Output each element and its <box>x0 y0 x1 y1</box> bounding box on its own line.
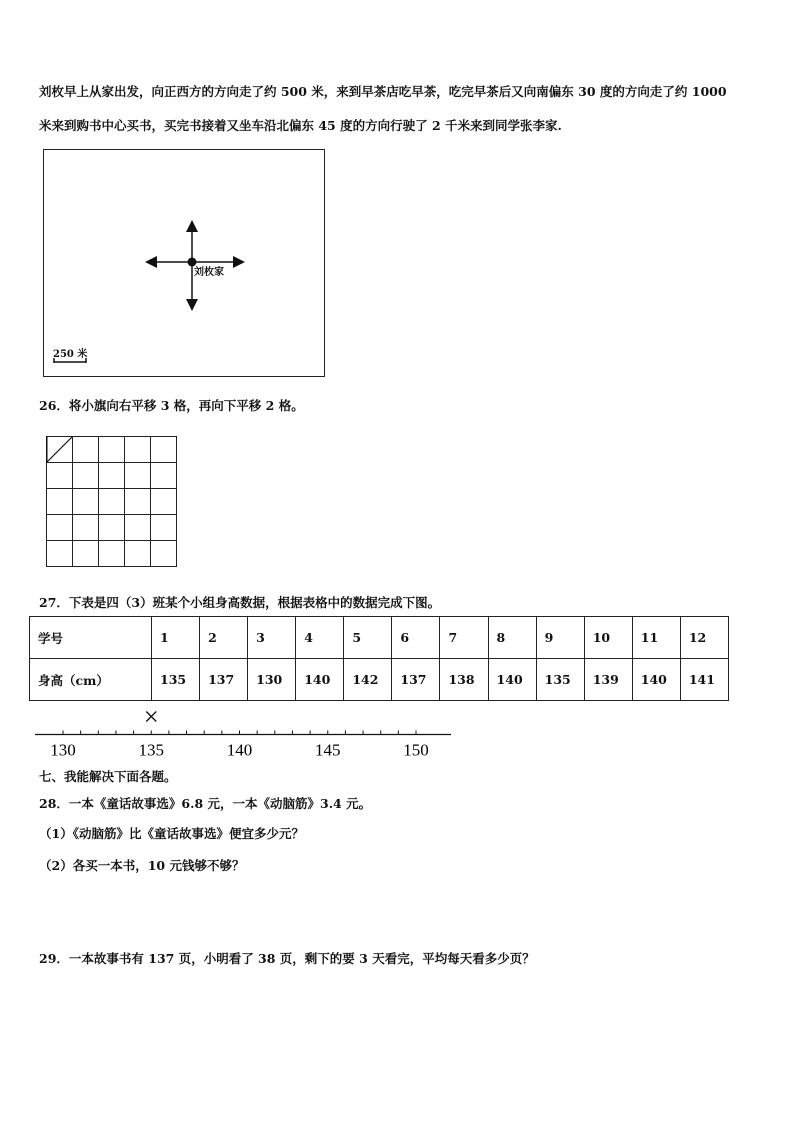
table-cell: 139 <box>584 659 632 701</box>
table-row-ids <box>30 617 729 659</box>
table-cell: 3 <box>248 617 296 659</box>
table-cell: 11 <box>632 617 680 659</box>
direction-map <box>43 149 325 377</box>
table-cell: 5 <box>344 617 392 659</box>
table-cell: 9 <box>536 617 584 659</box>
number-line-x-mark <box>146 712 156 722</box>
number-line <box>35 705 455 768</box>
table-cell: 140 <box>488 659 536 701</box>
table-cell: 137 <box>392 659 440 701</box>
number-line-label: 150 <box>403 740 429 760</box>
table-cell: 6 <box>392 617 440 659</box>
table-cell: 138 <box>440 659 488 701</box>
table-header-height: 身高（cm） <box>30 659 152 701</box>
scale-label: 250 米 <box>53 349 88 360</box>
table-cell: 10 <box>584 617 632 659</box>
table-cell: 8 <box>488 617 536 659</box>
table-cell: 137 <box>200 659 248 701</box>
number-line-label: 145 <box>315 740 341 760</box>
table-cell: 7 <box>440 617 488 659</box>
table-cell: 12 <box>680 617 728 659</box>
compass-diagram <box>44 150 324 376</box>
flag-grid <box>46 436 178 571</box>
table-cell: 140 <box>296 659 344 701</box>
table-cell: 142 <box>344 659 392 701</box>
problem-26-text: 26．将小旗向右平移 3 格，再向下平移 2 格。 <box>39 398 304 413</box>
table-row-heights <box>30 659 729 701</box>
problem-25-line-2: 米来到购书中心买书，买完书接着又坐车沿北偏东 45 度的方向行驶了 2 千米来到同学张李家. <box>39 118 562 133</box>
problem-28-q1: （1）《动脑筋》比《童话故事选》便宜多少元？ <box>39 826 304 841</box>
table-cell: 140 <box>632 659 680 701</box>
home-label: 刘枚家 <box>194 267 224 278</box>
table-header-id: 学号 <box>30 617 152 659</box>
table-cell: 130 <box>248 659 296 701</box>
grid-svg <box>46 436 178 568</box>
problem-27-text: 27．下表是四（3）班某个小组身高数据，根据表格中的数据完成下图。 <box>39 595 441 610</box>
flag-icon <box>47 437 73 463</box>
height-table <box>29 616 729 701</box>
problem-28-text: 28．一本《童话故事选》6.8 元，一本《动脑筋》3.4 元。 <box>39 796 372 811</box>
table-cell: 2 <box>200 617 248 659</box>
number-line-label: 130 <box>50 740 76 760</box>
number-line-label: 135 <box>138 740 164 760</box>
number-line-label: 140 <box>226 740 253 760</box>
number-line-svg <box>35 705 455 765</box>
section-7-title: 七、我能解决下面各题。 <box>39 769 177 784</box>
table-cell: 141 <box>680 659 728 701</box>
problem-28-q2: （2）各买一本书，10 元钱够不够？ <box>39 858 245 873</box>
table-cell: 4 <box>296 617 344 659</box>
problem-25-line-1: 刘枚早上从家出发，向正西方的方向走了约 500 米，来到早茶店吃早茶，吃完早茶后又向南偏东 30 度的方向走了约 1000 <box>39 84 727 99</box>
table-cell: 1 <box>152 617 200 659</box>
problem-29-text: 29．一本故事书有 137 页，小明看了 38 页，剩下的要 3 天看完，平均每天看多少页？ <box>39 951 535 966</box>
table-cell: 135 <box>536 659 584 701</box>
table-cell: 135 <box>152 659 200 701</box>
